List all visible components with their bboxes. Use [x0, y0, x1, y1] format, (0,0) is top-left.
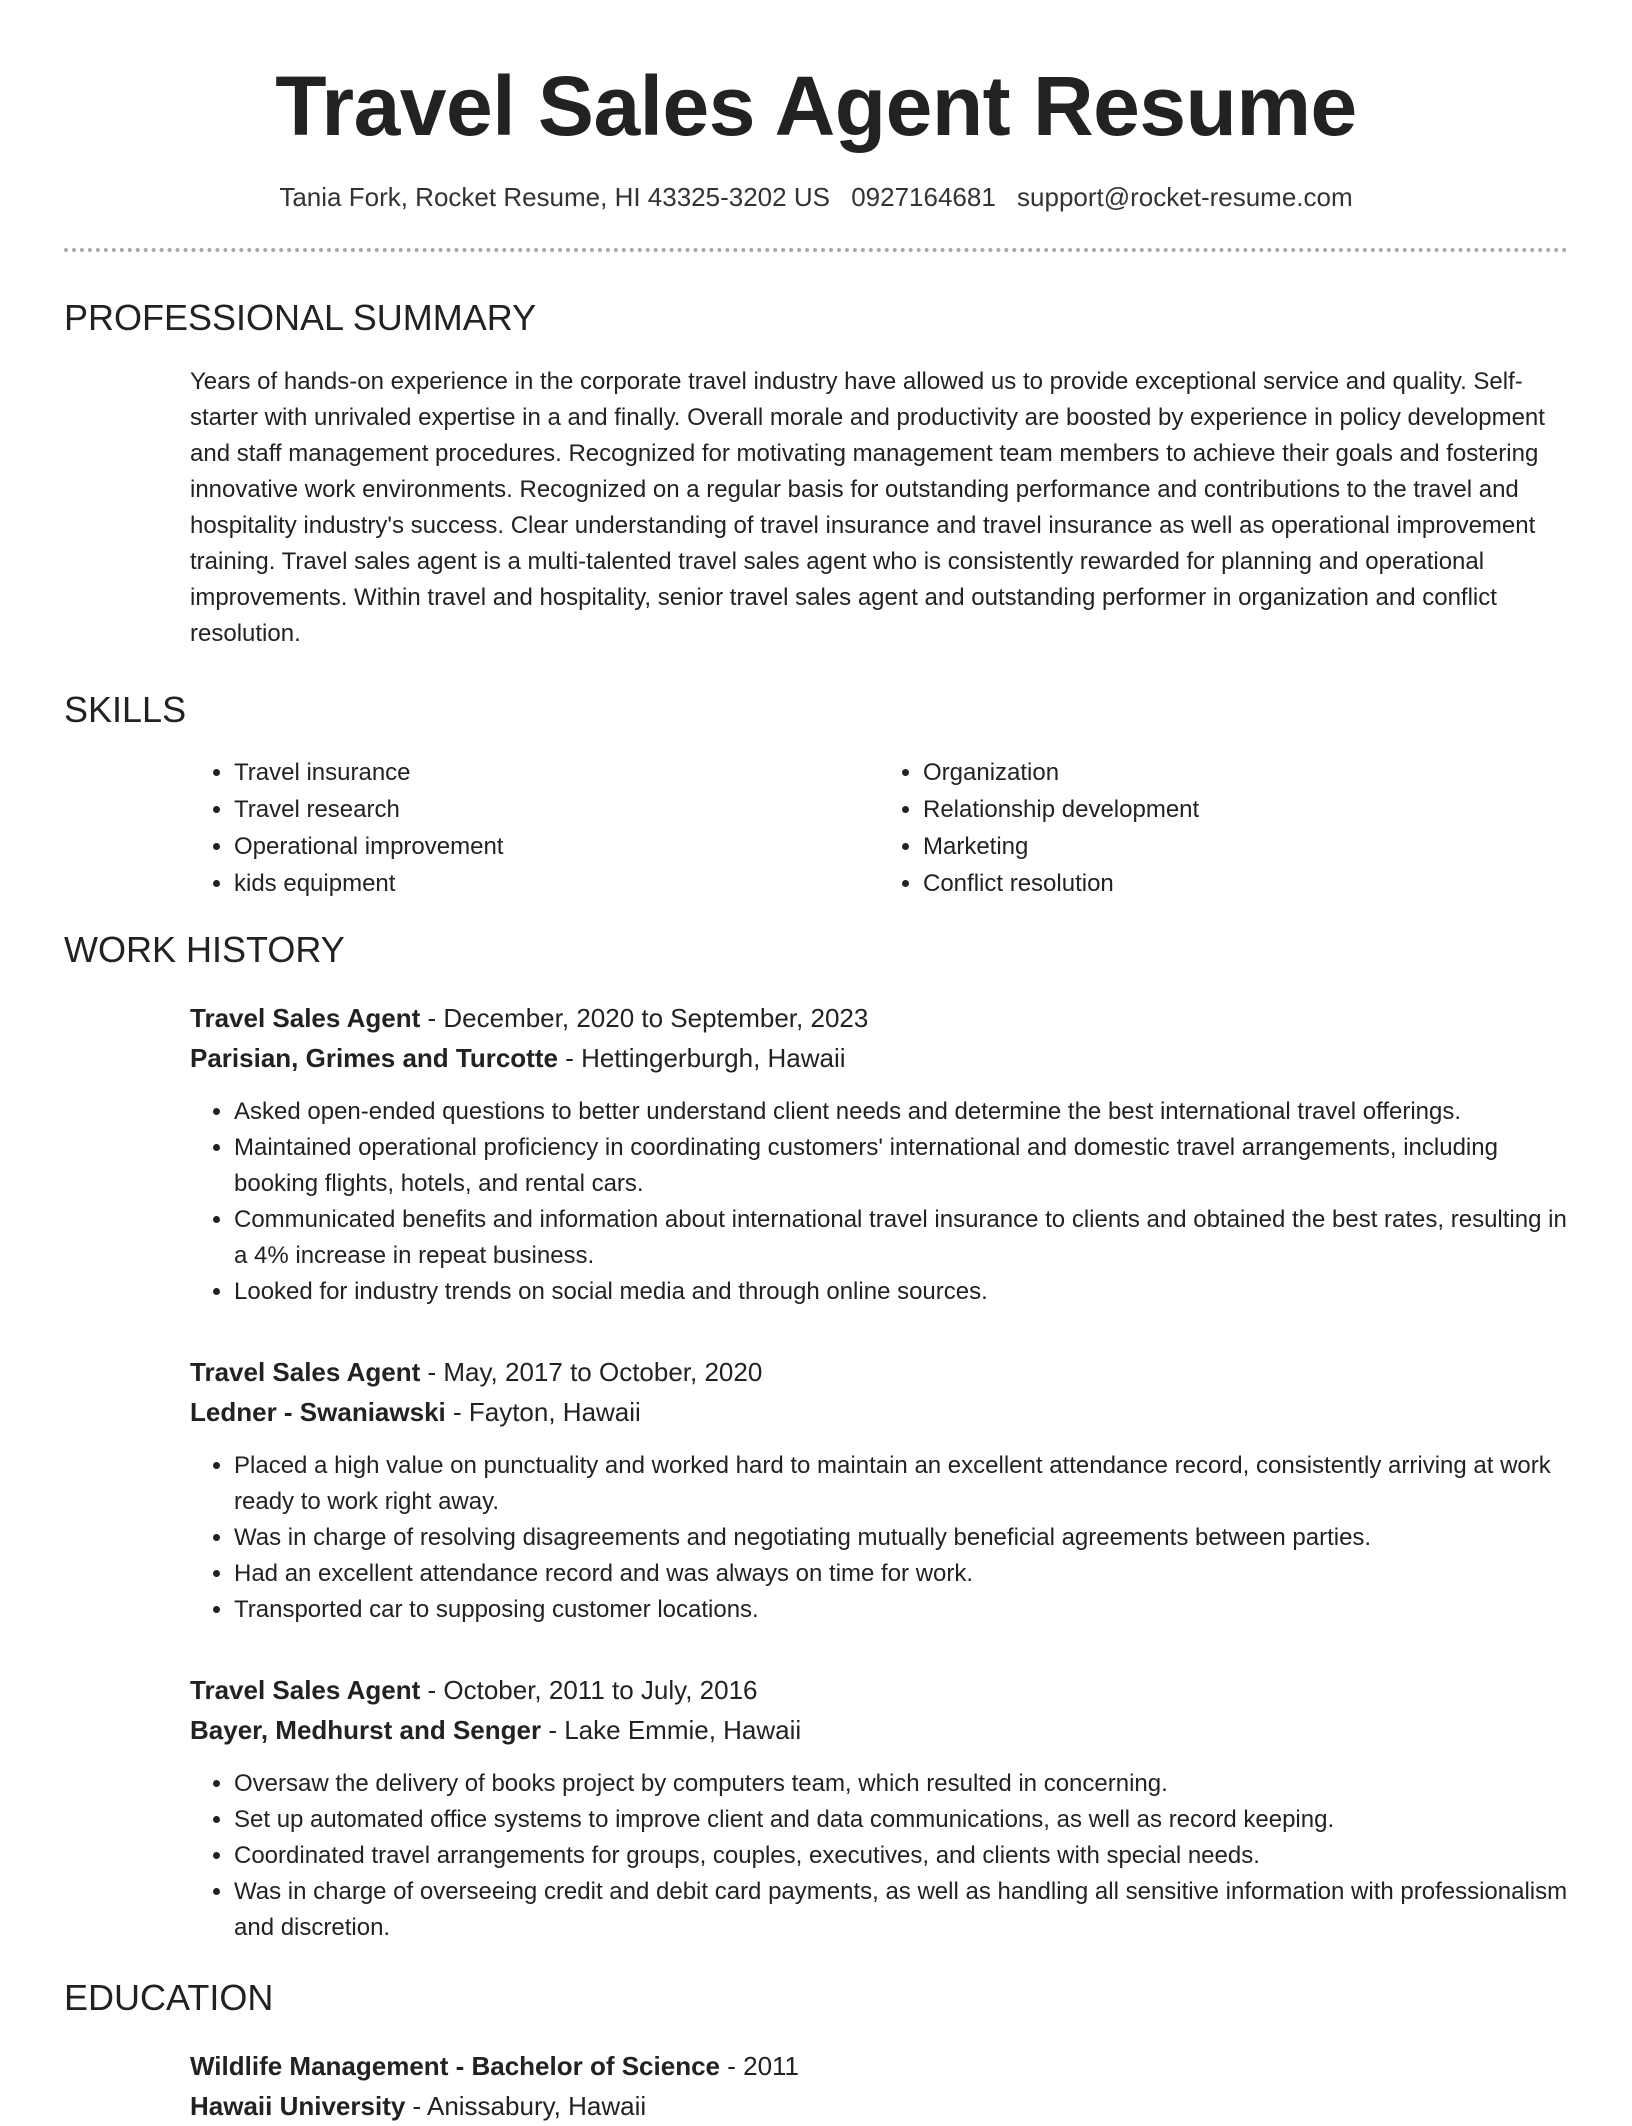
job-bullet: • Was in charge of overseeing credit and debit card payments, as well as handling all sensitive information with professionalism and discretion.: [234, 1874, 1568, 1946]
skills-column-right: [879, 754, 1568, 902]
job-bullet: • Maintained operational proficiency in coordinating customers' international and domestic travel arrangements, including booking flights, hotels, and rental cars.: [234, 1130, 1568, 1202]
skill-item: • Marketing: [923, 828, 1568, 865]
section-heading: PROFESSIONAL SUMMARY: [64, 297, 537, 338]
education-location: - Anissabury, Hawaii: [405, 2091, 647, 2121]
section-education: [64, 1976, 1568, 2126]
section-heading: SKILLS: [64, 689, 187, 730]
education-entry: [190, 2046, 1568, 2126]
job-bullet: • Looked for industry trends on social media and through online sources.: [234, 1274, 1568, 1310]
contact-phone: 0927164681: [851, 182, 996, 212]
section-heading: EDUCATION: [64, 1977, 274, 2018]
job-company: Parisian, Grimes and Turcotte: [190, 1043, 558, 1073]
education-year: - 2011: [720, 2051, 800, 2081]
section-skills: [64, 688, 1568, 902]
job-bullet: • Had an excellent attendance record and was always on time for work.: [234, 1556, 1568, 1592]
skills-column-left: [190, 754, 879, 902]
skills-list: [190, 754, 1568, 902]
job-location: - Hettingerburgh, Hawaii: [557, 1043, 846, 1073]
skill-item: • Relationship development: [923, 791, 1568, 828]
job-bullets: [190, 1766, 1568, 1946]
skill-item: • Operational improvement: [234, 828, 879, 865]
resume-title: Travel Sales Agent Resume: [275, 59, 1357, 153]
job-title-line: [190, 998, 1568, 1038]
job-location: - Lake Emmie, Hawaii: [541, 1715, 802, 1745]
contact-line: [64, 180, 1568, 214]
job-title-line: [190, 1670, 1568, 1710]
job-entry: [190, 998, 1568, 1310]
resume-page: [64, 0, 1568, 2126]
skill-item: • Conflict resolution: [923, 865, 1568, 902]
contact-address: Tania Fork, Rocket Resume, HI 43325-3202 US: [279, 182, 830, 212]
job-bullet: • Transported car to supposing customer locations.: [234, 1592, 1568, 1628]
education-school-line: [190, 2086, 1568, 2126]
job-title-line: [190, 1352, 1568, 1392]
job-company-line: [190, 1710, 1568, 1750]
skill-item: • Organization: [923, 754, 1568, 791]
job-bullet: • Asked open-ended questions to better understand client needs and determine the best international travel offerings.: [234, 1094, 1568, 1130]
job-company-line: [190, 1038, 1568, 1078]
section-professional-summary: [64, 296, 1568, 652]
header-divider: [64, 248, 1568, 252]
education-degree-line: [190, 2046, 1568, 2086]
job-bullet: • Was in charge of resolving disagreements and negotiating mutually beneficial agreements between parties.: [234, 1520, 1568, 1556]
job-entry: [190, 1670, 1568, 1946]
job-title: Travel Sales Agent: [190, 1003, 421, 1033]
job-bullets: [190, 1448, 1568, 1628]
job-bullet: • Oversaw the delivery of books project by computers team, which resulted in concerning.: [234, 1766, 1568, 1802]
education-degree: Wildlife Management - Bachelor of Science: [190, 2051, 720, 2081]
job-bullet: • Coordinated travel arrangements for groups, couples, executives, and clients with special needs.: [234, 1838, 1568, 1874]
skill-item: • Travel insurance: [234, 754, 879, 791]
job-title: Travel Sales Agent: [190, 1675, 421, 1705]
job-company: Bayer, Medhurst and Senger: [190, 1715, 542, 1745]
job-title: Travel Sales Agent: [190, 1357, 421, 1387]
job-location: - Fayton, Hawaii: [445, 1397, 641, 1427]
job-entry: [190, 1352, 1568, 1628]
job-bullets: [190, 1094, 1568, 1310]
skill-item: • kids equipment: [234, 865, 879, 902]
job-dates: - December, 2020 to September, 2023: [420, 1003, 869, 1033]
job-bullet: • Communicated benefits and information about international travel insurance to clients and obtained the best rates, resulting in a 4% increase in repeat business.: [234, 1202, 1568, 1274]
job-company-line: [190, 1392, 1568, 1432]
section-heading: WORK HISTORY: [64, 929, 345, 970]
education-school: Hawaii University: [190, 2091, 406, 2121]
section-work-history: [64, 928, 1568, 1946]
job-bullet: • Set up automated office systems to improve client and data communications, as well as record keeping.: [234, 1802, 1568, 1838]
summary-text: Years of hands-on experience in the corporate travel industry have allowed us to provide exceptional service and quality. Self-starter with unrivaled expertise in a and finally. Overall morale and productivity are boosted by experience in policy development and staff management procedures. Recognized for motivating management team members to achieve their goals and fostering innovative work environments. Recognized on a regular basis for outstanding performance and contributions to the travel and hospitality industry's success. Clear understanding of travel insurance and travel insurance as well as operational improvement training. Travel sales agent is a multi-talented travel sales agent who is consistently rewarded for planning and operational improvements. Within travel and hospitality, senior travel sales agent and outstanding performer in organization and conflict resolution.: [190, 368, 1545, 647]
job-dates: - October, 2011 to July, 2016: [420, 1675, 758, 1705]
job-bullet: • Placed a high value on punctuality and worked hard to maintain an excellent attendance record, consistently arriving at work ready to work right away.: [234, 1448, 1568, 1520]
skill-item: • Travel research: [234, 791, 879, 828]
contact-email: support@rocket-resume.com: [1017, 182, 1353, 212]
job-dates: - May, 2017 to October, 2020: [420, 1357, 763, 1387]
job-company: Ledner - Swaniawski: [190, 1397, 446, 1427]
